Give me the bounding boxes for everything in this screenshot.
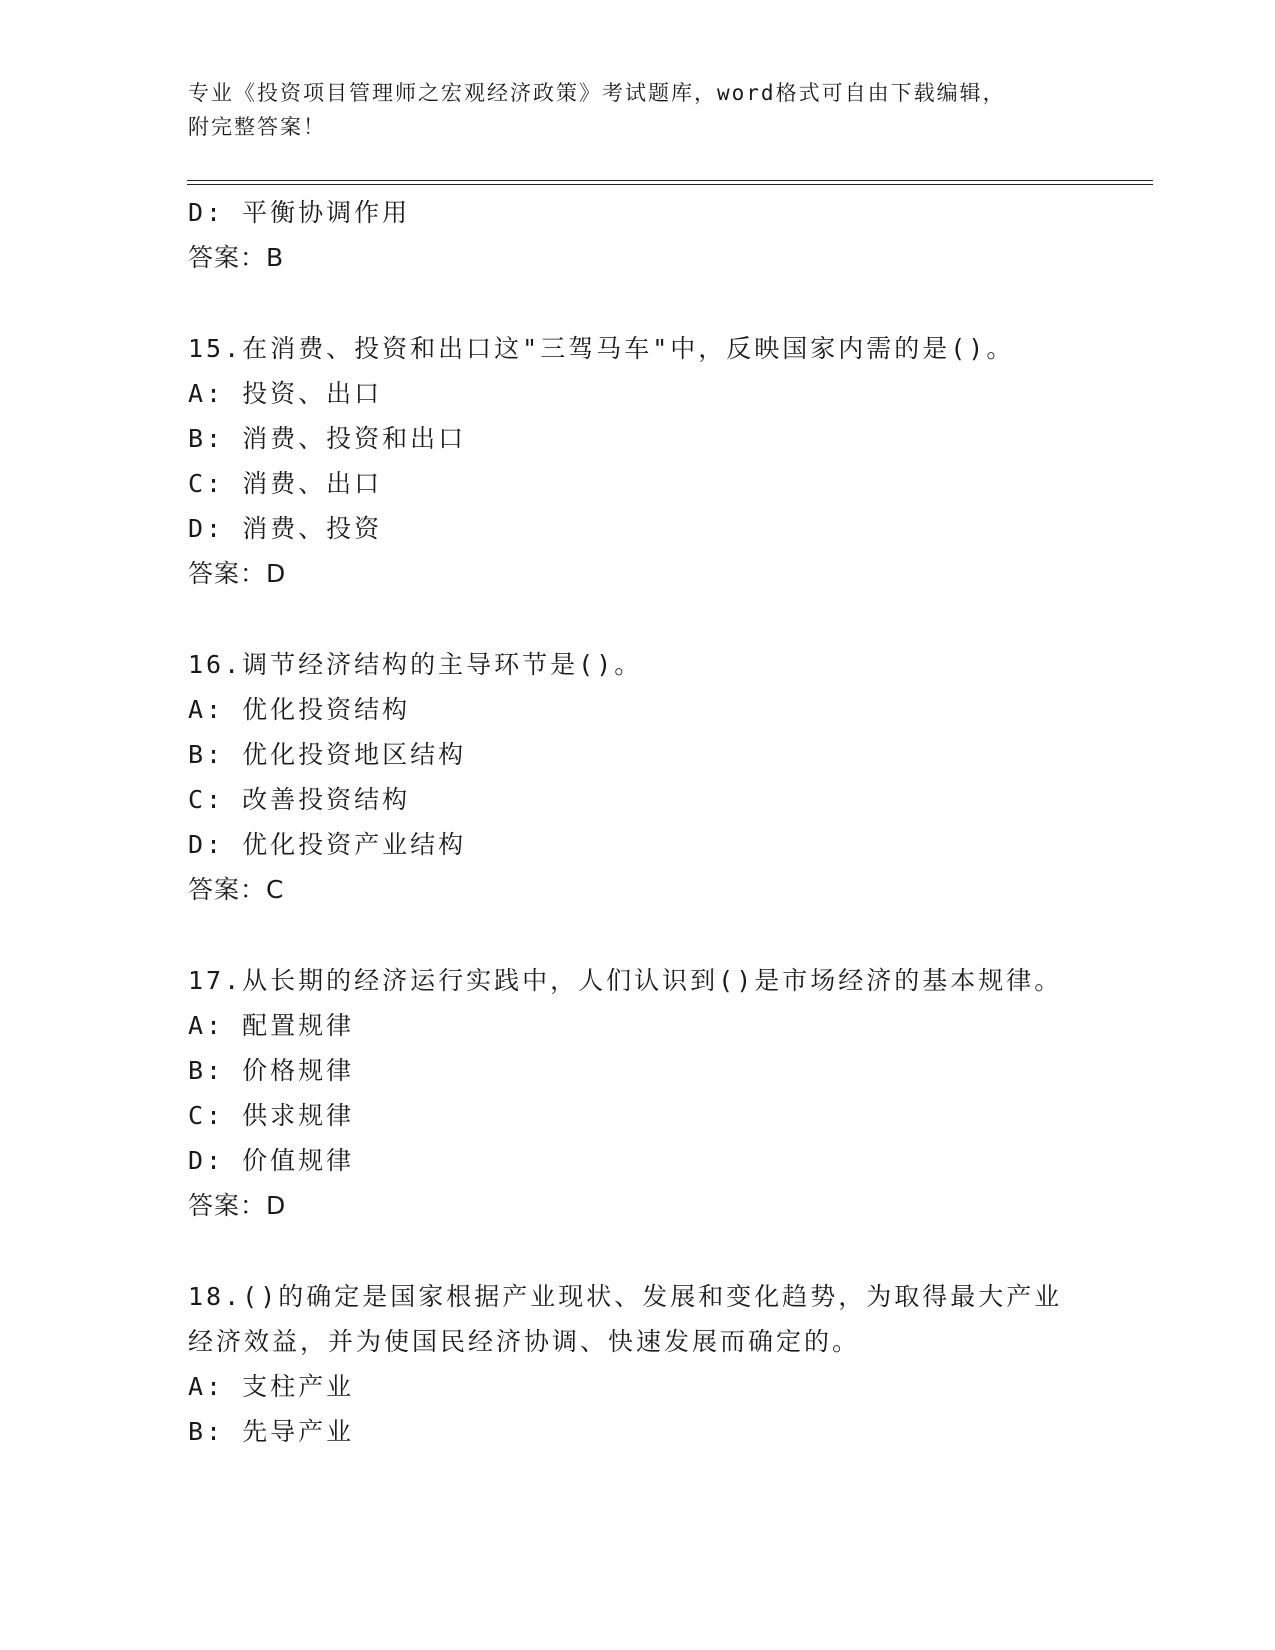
option-c: C: 供求规律: [188, 1101, 355, 1130]
option-d: D: 优化投资产业结构: [188, 830, 467, 859]
header-divider-top: [187, 180, 1153, 181]
option-a: A: 支柱产业: [188, 1372, 355, 1401]
question-text: 17.从长期的经济运行实践中，人们认识到()是市场经济的基本规律。: [188, 966, 1063, 995]
answer: 答案：C: [188, 875, 285, 904]
header-divider-bottom: [187, 184, 1153, 185]
document-body: [188, 190, 1128, 1454]
option-d: D: 消费、投资: [188, 514, 383, 543]
header-line-2: 附完整答案！: [188, 115, 326, 139]
option-c: C: 改善投资结构: [188, 785, 411, 814]
answer: 答案：D: [188, 559, 287, 588]
document-header: [188, 76, 1088, 144]
header-line-1: 专业《投资项目管理师之宏观经济政策》考试题库，word格式可自由下载编辑，: [188, 81, 1006, 105]
option-c: C: 消费、出口: [188, 469, 383, 498]
option-d: D: 价值规律: [188, 1146, 355, 1175]
question-text: 16.调节经济结构的主导环节是()。: [188, 650, 643, 679]
option-b: B: 价格规律: [188, 1056, 355, 1085]
question-fragment: [188, 190, 1128, 280]
question-16: [188, 642, 1128, 912]
answer: 答案：B: [188, 243, 285, 272]
option-b: B: 消费、投资和出口: [188, 424, 467, 453]
option-a: A: 配置规律: [188, 1011, 355, 1040]
question-18: [188, 1274, 1128, 1454]
option-b: B: 先导产业: [188, 1417, 355, 1446]
question-text: 15.在消费、投资和出口这"三驾马车"中，反映国家内需的是()。: [188, 334, 1015, 363]
option-b: B: 优化投资地区结构: [188, 740, 467, 769]
option-a: A: 优化投资结构: [188, 695, 411, 724]
question-15: [188, 326, 1128, 596]
option-d: D: 平衡协调作用: [188, 198, 411, 227]
answer: 答案：D: [188, 1191, 287, 1220]
option-a: A: 投资、出口: [188, 379, 383, 408]
question-text: 18.()的确定是国家根据产业现状、发展和变化趋势，为取得最大产业经济效益，并为使国民经济协调、快速发展而确定的。: [188, 1282, 1063, 1356]
question-17: [188, 958, 1128, 1228]
